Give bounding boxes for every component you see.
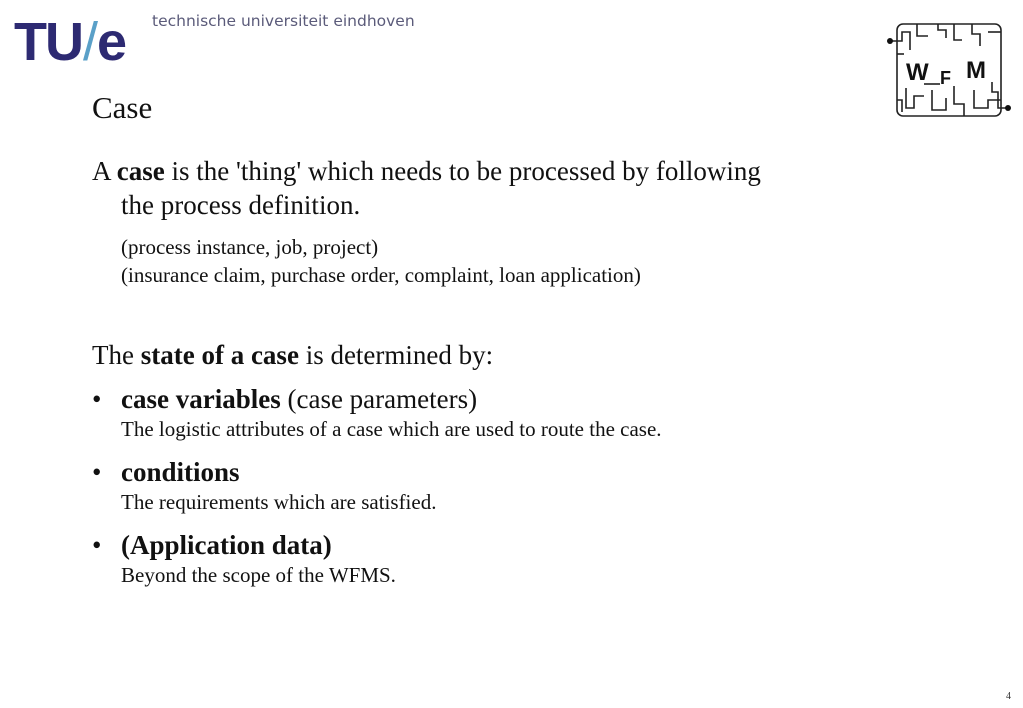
definition-line-1 <box>92 154 912 188</box>
bullet-item-case-variables <box>92 383 912 442</box>
bullet-note: (case parameters) <box>280 384 478 414</box>
bullet-description: The logistic attributes of a case which are used to route the case. <box>121 417 662 441</box>
state-bullet-list <box>92 383 912 588</box>
slide-title: Case <box>92 90 153 125</box>
bullet-term: case variables <box>121 384 281 414</box>
tue-logo: TU/e <box>14 12 126 72</box>
bullet-description: The requirements which are satisfied. <box>121 490 437 514</box>
bullet-term: conditions <box>121 457 240 487</box>
state-heading <box>92 338 493 372</box>
state-prefix: The <box>92 340 141 370</box>
university-name: technische universiteit eindhoven <box>152 12 415 30</box>
example-line: (insurance claim, purchase order, complaint, loan application) <box>121 263 641 287</box>
example-line: (process instance, job, project) <box>121 235 379 259</box>
state-term: state of a case <box>140 340 299 370</box>
bullet-icon: • <box>92 457 102 487</box>
svg-text:M: M <box>966 57 986 84</box>
bullet-heading <box>121 529 912 562</box>
definition-text: is the 'thing' which needs to be processed by following <box>164 156 761 186</box>
definition-term: case <box>116 156 165 186</box>
definition-line-2: the process definition. <box>121 190 361 220</box>
bullet-icon: • <box>92 384 102 414</box>
case-examples <box>121 233 641 289</box>
svg-text:W: W <box>906 59 929 86</box>
case-definition <box>92 154 912 222</box>
wfm-logo <box>884 20 1014 120</box>
bullet-heading <box>121 456 912 489</box>
bullet-term: (Application data) <box>121 530 332 560</box>
definition-prefix: A <box>92 156 117 186</box>
bullet-item-application-data <box>92 529 912 588</box>
bullet-item-conditions <box>92 456 912 515</box>
svg-text:F: F <box>940 68 951 88</box>
bullet-heading <box>121 383 912 416</box>
page-number: 4 <box>1006 691 1011 702</box>
state-suffix: is determined by: <box>298 340 494 370</box>
bullet-icon: • <box>92 530 102 560</box>
bullet-description: Beyond the scope of the WFMS. <box>121 563 396 587</box>
